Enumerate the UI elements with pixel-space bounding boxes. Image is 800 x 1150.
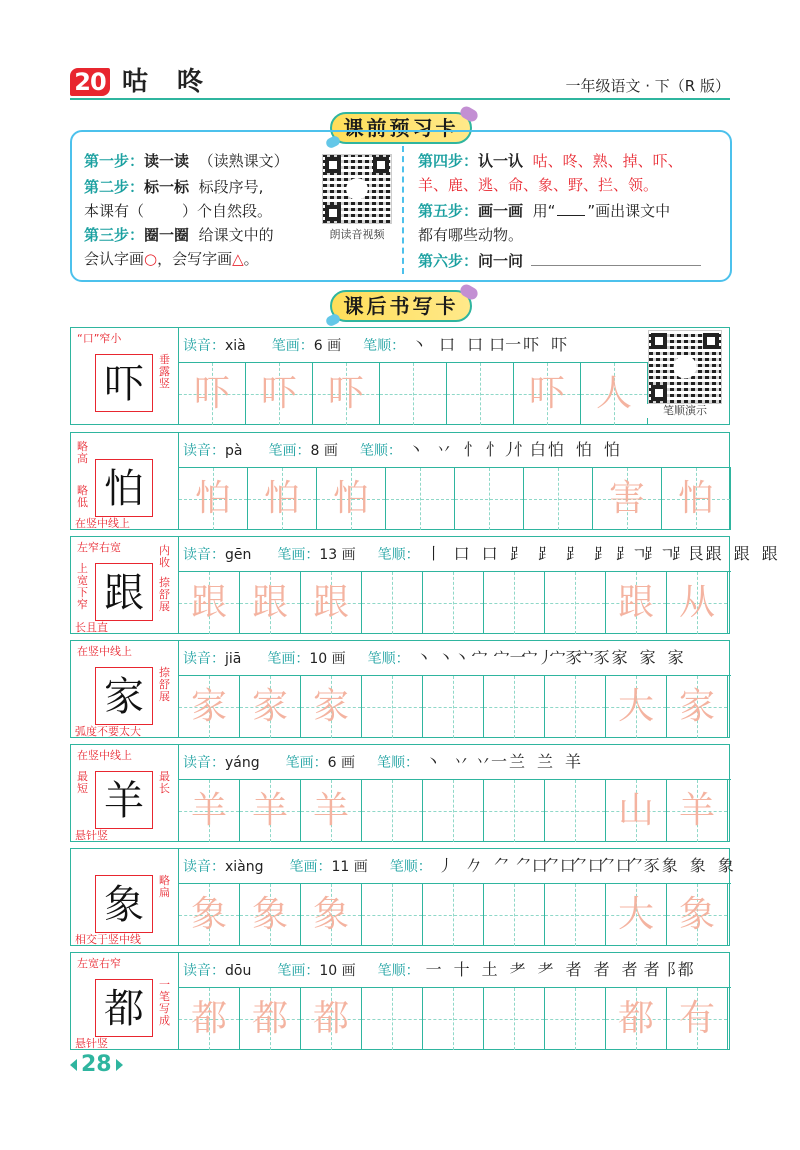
demo-char-box [95, 979, 153, 1037]
stroke-count: 13 画 [319, 547, 356, 563]
writing-cell[interactable] [667, 572, 728, 634]
trace-char: 跟 [312, 582, 349, 623]
step-2-line-2: 本课有（ ）个自然段。 [84, 202, 273, 220]
demo-char: 怕 [104, 466, 144, 512]
step-3: 第三步：圈一圈 给课文中的 [84, 226, 274, 244]
writing-grid [179, 467, 731, 529]
stroke-step: 忄丿 [485, 440, 518, 459]
decor-pill-icon [458, 104, 480, 123]
preview-card [70, 130, 732, 282]
writing-cell[interactable] [301, 572, 362, 634]
writing-cell[interactable] [423, 676, 484, 738]
pinyin: xiàng [225, 859, 264, 875]
stroke-step: 象 [717, 856, 734, 875]
trace-char [484, 780, 544, 842]
writing-cell[interactable] [545, 676, 606, 738]
demo-cell [71, 745, 179, 841]
trace-char [423, 676, 483, 738]
trace-char: 家 [251, 686, 288, 727]
trace-char [545, 988, 605, 1050]
stroke-step: 跟 [761, 544, 778, 563]
writing-cell[interactable] [423, 780, 484, 842]
writing-row [70, 432, 730, 530]
writing-cell[interactable] [447, 363, 514, 425]
trace-char: 跟 [251, 582, 288, 623]
trace-char [423, 780, 483, 842]
step-4-line-2: 羊、鹿、逃、命、象、野、拦、领。 [418, 176, 659, 194]
pinyin: pà [225, 443, 243, 459]
decor-pill-icon [458, 282, 480, 301]
writing-grid [179, 675, 731, 737]
writing-cell[interactable] [581, 363, 648, 425]
note-right: 垂露竖 [159, 353, 170, 390]
demo-char: 象 [104, 882, 144, 928]
trace-char: 山 [617, 790, 654, 831]
writing-cell[interactable] [455, 468, 524, 530]
writing-cell[interactable] [667, 988, 728, 1050]
trace-char: 都 [190, 998, 227, 1039]
stroke-step: ⻊ㄱ [643, 544, 676, 563]
stroke-step: 丶 [424, 752, 441, 771]
note-bottom: 长且直 [75, 621, 108, 634]
char-info: 读音：dōu 笔画：10 画 笔顺： 一 十 土 耂 耂 者 者 者 者⻏ 都 [183, 955, 723, 985]
trace-char [455, 468, 523, 530]
stroke-step: 宀 [471, 648, 488, 667]
note-right-top: 内收 [159, 544, 170, 569]
stroke-step: 跟 [705, 544, 722, 563]
writing-cell[interactable] [240, 780, 301, 842]
stroke-step: 丷 [452, 752, 469, 771]
demo-cell [71, 328, 179, 424]
trace-char: 羊 [251, 790, 288, 831]
stroke-count: 10 画 [319, 963, 356, 979]
trace-char: 吓 [260, 373, 297, 414]
note-left: 上宽下窄 [77, 562, 88, 611]
demo-cell [71, 849, 179, 945]
writing-cell[interactable] [484, 572, 545, 634]
trace-char: 怕 [194, 478, 231, 519]
char-info: 读音：xiàng 笔画：11 画 笔顺： 丿 𠂊 ⺈ ⺈口⺈口⺈口⺈口⺈豕 象 象 象 [183, 851, 723, 881]
stroke-step: 怕 [547, 440, 564, 459]
note-right: 捺舒展 [159, 666, 170, 703]
char-info: 读音：gēn 笔画：13 画 笔顺： 丨 口 口 ⻊ ⻊ ⻊ ⻊ ⻊ㄱ⻊ㄱ⻊艮 跟 跟 跟 [183, 539, 723, 569]
char-info: 读音：yáng 笔画：6 画 笔顺： 丶 丷 丷一 兰 兰 羊 [183, 747, 723, 777]
trace-char: 都 [617, 998, 654, 1039]
trace-char: 害 [608, 478, 645, 519]
writing-cell[interactable] [301, 780, 362, 842]
trace-char [484, 988, 544, 1050]
circle-icon: ○ [144, 250, 158, 268]
triangle-icon: △ [232, 250, 244, 268]
trace-char [362, 572, 422, 634]
pinyin: dōu [225, 963, 252, 979]
note-top: 左宽右窄 [77, 957, 121, 970]
writing-cell[interactable] [423, 884, 484, 946]
stroke-step: 象 [689, 856, 706, 875]
pinyin: gēn [225, 547, 252, 563]
writing-cell[interactable] [301, 884, 362, 946]
note-left: 最短 [77, 770, 88, 795]
stroke-step: 宀一 [493, 648, 526, 667]
demo-cell [71, 537, 179, 633]
writing-row [70, 744, 730, 842]
stroke-step: 者 [593, 960, 610, 979]
writing-cell[interactable] [545, 780, 606, 842]
stroke-step: ⻊ㄱ [615, 544, 648, 563]
stroke-step: 羊 [564, 752, 581, 771]
stroke-step: 𠂊 [465, 856, 482, 875]
stroke-step: ⺈ [493, 856, 510, 875]
trace-char [362, 988, 422, 1050]
writing-row [70, 848, 734, 946]
page-number: 28 [70, 1050, 123, 1080]
demo-char-box [95, 875, 153, 933]
note-bottom: 在竖中线上 [75, 517, 130, 530]
stroke-step: 丶 [407, 440, 424, 459]
step-1: 第一步：读一读 （读熟课文） [84, 152, 289, 170]
trace-char: 象 [678, 894, 715, 935]
stroke-step: 者⻏ [643, 960, 676, 979]
header-rule [70, 98, 730, 100]
writing-cell[interactable] [667, 780, 728, 842]
stroke-step: 忄白 [513, 440, 546, 459]
trace-char: 吓 [327, 373, 364, 414]
stroke-step: 丶 [415, 648, 432, 667]
answer-blank[interactable] [531, 250, 701, 266]
stroke-step: 耂 [537, 960, 554, 979]
writing-cell[interactable] [606, 780, 667, 842]
writing-cell[interactable] [179, 884, 240, 946]
writing-cell[interactable] [362, 780, 423, 842]
grade-label: 一年级语文 · 下（R 版） [565, 77, 730, 95]
prev-page-icon[interactable] [70, 1059, 77, 1071]
trace-char [362, 676, 422, 738]
demo-cell [71, 433, 179, 529]
practice-title-text: 课后书写卡 [343, 294, 459, 318]
stroke-step: 忄 [463, 440, 480, 459]
trace-char [423, 572, 483, 634]
writing-cell[interactable] [606, 676, 667, 738]
writing-row [70, 327, 730, 425]
note-top: 在竖中线上 [77, 645, 132, 658]
trace-char [362, 780, 422, 842]
stroke-step: 宀豕 [577, 648, 610, 667]
trace-char [447, 363, 513, 425]
trace-char: 象 [312, 894, 349, 935]
stroke-step: 丷一 [474, 752, 507, 771]
demo-char-box [95, 563, 153, 621]
stroke-step: ⻊艮 [671, 544, 704, 563]
stroke-step: 宀丿 [521, 648, 554, 667]
char-info: 读音：xià 笔画：6 画 笔顺： 丶 口 口 口一 吓 吓 [183, 330, 723, 360]
preview-divider [402, 146, 404, 274]
stroke-step: 吓 [523, 335, 540, 354]
stroke-step: ⺈口 [599, 856, 632, 875]
stroke-step: 口一 [489, 335, 522, 354]
trace-char: 家 [190, 686, 227, 727]
stroke-step: ⻊ [593, 544, 610, 563]
writing-row [70, 952, 730, 1050]
writing-cell[interactable] [667, 884, 728, 946]
qr-caption: 朗读音视频 [329, 228, 385, 241]
trace-char [545, 676, 605, 738]
char-info: 读音：jiā 笔画：10 画 笔顺： 丶 丶丶 宀 宀一宀丿宀豕宀豕 家 家 家 [183, 643, 723, 673]
stroke-step: ⻊ [509, 544, 526, 563]
writing-cell[interactable] [179, 988, 240, 1050]
writing-cell[interactable] [667, 676, 728, 738]
stroke-step: 口 [453, 544, 470, 563]
writing-cell[interactable] [301, 988, 362, 1050]
step-5: 第五步：画一画 用“ ”画出课文中 [418, 202, 671, 220]
writing-cell[interactable] [606, 572, 667, 634]
stroke-step: 怕 [575, 440, 592, 459]
stroke-step: 家 [611, 648, 628, 667]
step-3-line-2: 会认字画○，会写字画△。 [84, 250, 259, 268]
demo-char-box [95, 667, 153, 725]
next-page-icon[interactable] [116, 1059, 123, 1071]
stroke-step: ⻊ [537, 544, 554, 563]
demo-char-box [95, 459, 153, 517]
trace-char: 吓 [193, 373, 230, 414]
demo-char: 羊 [104, 778, 144, 824]
trace-char: 羊 [678, 790, 715, 831]
writing-cell[interactable] [179, 780, 240, 842]
writing-cell[interactable] [179, 468, 248, 530]
writing-cell[interactable] [240, 884, 301, 946]
note-right: 一笔写成 [159, 978, 170, 1027]
stroke-step: 家 [639, 648, 656, 667]
stroke-count: 8 画 [310, 443, 338, 459]
writing-cell[interactable] [606, 988, 667, 1050]
decor-pill-icon [325, 313, 342, 328]
trace-char: 人 [595, 373, 632, 414]
writing-grid [179, 883, 731, 945]
trace-char [484, 676, 544, 738]
stroke-step: ⺈口 [543, 856, 576, 875]
writing-cell[interactable] [524, 468, 593, 530]
stroke-step: 土 [481, 960, 498, 979]
writing-cell[interactable] [662, 468, 731, 530]
writing-cell[interactable] [386, 468, 455, 530]
trace-char: 怕 [263, 478, 300, 519]
step-6: 第六步：问一问 [418, 250, 701, 272]
stroke-step: 耂 [509, 960, 526, 979]
step-5-line-2: 都有哪些动物。 [418, 226, 524, 244]
trace-char: 都 [312, 998, 349, 1039]
trace-char: 羊 [190, 790, 227, 831]
lesson-number-badge: 20 [70, 68, 110, 96]
note-bottom: 悬针竖 [75, 829, 108, 842]
note-right: 略扁 [159, 874, 170, 899]
writing-cell[interactable] [362, 884, 423, 946]
trace-char: 有 [678, 998, 715, 1039]
lesson-title: 咕 咚 [122, 67, 214, 97]
stroke-step: 口 [481, 544, 498, 563]
demo-char-box [95, 771, 153, 829]
writing-cell[interactable] [317, 468, 386, 530]
stroke-step: ⺈口 [571, 856, 604, 875]
note-top: 在竖中线上 [77, 749, 132, 762]
stroke-step: ⻊ [565, 544, 582, 563]
note-right-bottom: 捺舒展 [159, 576, 170, 613]
writing-cell[interactable] [240, 676, 301, 738]
writing-row [70, 536, 778, 634]
stroke-step: 都 [677, 960, 694, 979]
stroke-step: 者 [565, 960, 582, 979]
writing-cell[interactable] [246, 363, 313, 425]
trace-char: 羊 [312, 790, 349, 831]
writing-row [70, 640, 730, 738]
char-info: 读音：pà 笔画：8 画 笔顺： 丶 丷 忄 忄丿忄白 怕 怕 怕 [183, 435, 723, 465]
stroke-count: 6 画 [327, 755, 355, 771]
writing-cell[interactable] [545, 884, 606, 946]
stroke-step: ⺈口 [515, 856, 548, 875]
demo-char: 家 [104, 674, 144, 720]
writing-cell[interactable] [484, 988, 545, 1050]
trace-char: 跟 [190, 582, 227, 623]
writing-cell[interactable] [545, 988, 606, 1050]
writing-grid [179, 987, 731, 1049]
practice-section-title [330, 290, 472, 322]
pinyin: yáng [225, 755, 260, 771]
writing-cell[interactable] [240, 572, 301, 634]
trace-char: 都 [251, 998, 288, 1039]
pinyin: jiā [225, 651, 242, 667]
trace-char: 象 [190, 894, 227, 935]
stroke-step: 兰 [508, 752, 525, 771]
trace-char [545, 780, 605, 842]
stroke-qr-code-icon[interactable] [648, 330, 722, 404]
trace-char: 象 [251, 894, 288, 935]
stroke-step: 十 [453, 960, 470, 979]
writing-cell[interactable] [484, 780, 545, 842]
note-bottom: 弧度不要太大 [75, 725, 141, 738]
stroke-step: 怕 [603, 440, 620, 459]
stroke-step: 丿 [437, 856, 454, 875]
stroke-step: 丨 [425, 544, 442, 563]
stroke-qr-caption: 笔顺演示 [644, 404, 726, 418]
writing-cell[interactable] [179, 572, 240, 634]
trace-char [484, 884, 544, 946]
writing-grid [179, 571, 731, 633]
writing-cell[interactable] [514, 363, 581, 425]
writing-grid [179, 362, 651, 424]
note-left-top: 略高 [77, 440, 88, 465]
trace-char [484, 572, 544, 634]
trace-char [380, 363, 446, 425]
writing-cell[interactable] [240, 988, 301, 1050]
trace-char [524, 468, 592, 530]
stroke-step: 家 [667, 648, 684, 667]
trace-char: 大 [617, 686, 654, 727]
note-top: 左窄右宽 [77, 541, 121, 554]
stroke-step: 象 [661, 856, 678, 875]
writing-cell[interactable] [362, 676, 423, 738]
note-bottom: 相交于竖中线 [75, 933, 141, 946]
demo-char: 吓 [104, 361, 144, 407]
note-top: “口”窄小 [77, 332, 122, 345]
demo-char: 跟 [104, 570, 144, 616]
writing-grid [179, 779, 731, 841]
stroke-step: 丶 [411, 335, 428, 354]
writing-cell[interactable] [179, 676, 240, 738]
stroke-count: 11 画 [331, 859, 368, 875]
qr-code-icon[interactable] [322, 154, 392, 224]
demo-cell [71, 953, 179, 1049]
stroke-count: 10 画 [309, 651, 346, 667]
demo-cell [71, 641, 179, 737]
trace-char: 怕 [332, 478, 369, 519]
stroke-step: 丶丶 [437, 648, 470, 667]
stroke-step: ⺈豕 [627, 856, 660, 875]
stroke-step: 吓 [551, 335, 568, 354]
writing-cell[interactable] [362, 572, 423, 634]
trace-char: 从 [678, 582, 715, 623]
trace-char [545, 572, 605, 634]
trace-char: 怕 [677, 478, 714, 519]
trace-char: 家 [678, 686, 715, 727]
writing-cell[interactable] [380, 363, 447, 425]
note-right: 最长 [159, 770, 170, 795]
trace-char: 大 [617, 894, 654, 935]
trace-char [423, 988, 483, 1050]
stroke-step: 口 [439, 335, 456, 354]
writing-cell[interactable] [362, 988, 423, 1050]
writing-cell[interactable] [423, 988, 484, 1050]
writing-cell[interactable] [606, 884, 667, 946]
trace-char: 吓 [528, 373, 565, 414]
writing-cell[interactable] [484, 884, 545, 946]
stroke-step: 宀豕 [549, 648, 582, 667]
preview-title-text: 课前预习卡 [343, 116, 459, 140]
writing-cell[interactable] [484, 676, 545, 738]
trace-char [386, 468, 454, 530]
pinyin: xià [225, 338, 246, 354]
stroke-step: 口 [467, 335, 484, 354]
trace-char: 跟 [617, 582, 654, 623]
writing-cell[interactable] [423, 572, 484, 634]
stroke-step: 一 [425, 960, 442, 979]
stroke-count: 6 画 [313, 338, 342, 354]
stroke-step: 跟 [733, 544, 750, 563]
writing-cell[interactable] [248, 468, 317, 530]
stroke-step: 者 [621, 960, 638, 979]
writing-cell[interactable] [593, 468, 662, 530]
trace-char [362, 884, 422, 946]
note-bottom: 悬针竖 [75, 1037, 108, 1050]
stroke-step: 兰 [536, 752, 553, 771]
trace-char: 家 [312, 686, 349, 727]
demo-char-box [95, 354, 153, 412]
note-left-bottom: 略低 [77, 484, 88, 509]
step-4: 第四步：认一认 咕、咚、熟、掉、吓、 [418, 152, 683, 170]
writing-cell[interactable] [313, 363, 380, 425]
demo-char: 都 [104, 986, 144, 1032]
writing-cell[interactable] [179, 363, 246, 425]
writing-cell[interactable] [545, 572, 606, 634]
trace-char [545, 884, 605, 946]
step-2: 第二步：标一标 标段序号, [84, 178, 264, 196]
writing-cell[interactable] [301, 676, 362, 738]
stroke-step: 丷 [435, 440, 452, 459]
trace-char [423, 884, 483, 946]
